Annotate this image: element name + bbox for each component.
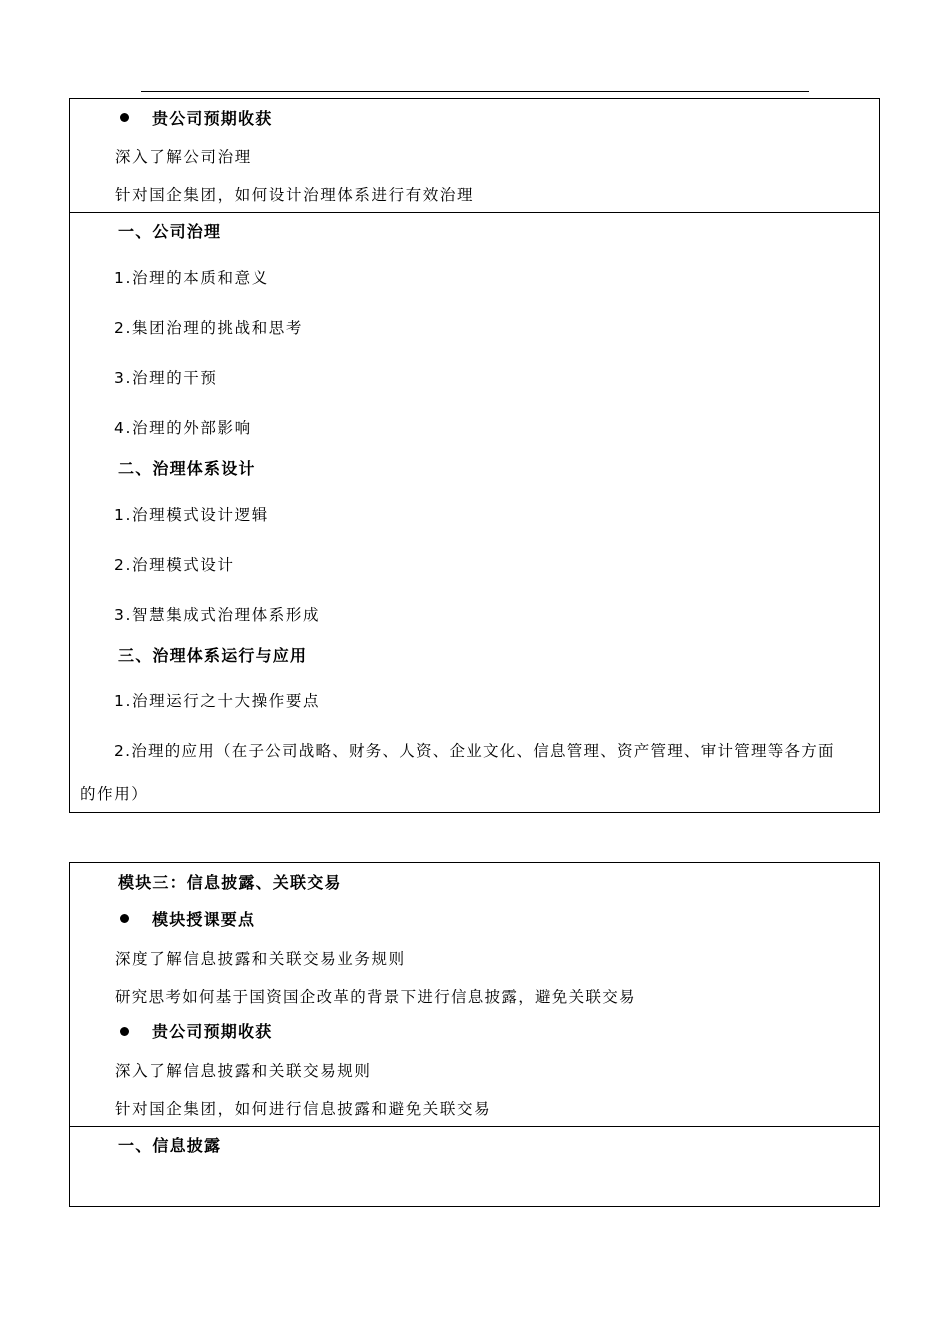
outline-item: 4.治理的外部影响 bbox=[114, 419, 252, 437]
section-title: 一、公司治理 bbox=[118, 222, 222, 241]
expected-gains-heading: 贵公司预期收获 bbox=[152, 109, 273, 128]
section-title: 一、信息披露 bbox=[118, 1136, 222, 1155]
section-title: 二、治理体系设计 bbox=[118, 459, 256, 478]
outline-item: 2.治理的应用（在子公司战略、财务、人资、企业文化、信息管理、资产管理、审计管理等各方面 bbox=[114, 742, 835, 760]
course-table-governance bbox=[69, 98, 880, 813]
expected-item: 针对国企集团，如何设计治理体系进行有效治理 bbox=[115, 186, 475, 204]
expected-item: 深入了解信息披露和关联交易规则 bbox=[115, 1062, 372, 1080]
bullet-icon bbox=[120, 113, 129, 122]
outline-item: 1.治理的本质和意义 bbox=[114, 269, 269, 287]
section-title: 三、治理体系运行与应用 bbox=[118, 646, 308, 665]
header-rule bbox=[141, 91, 809, 92]
expected-item: 针对国企集团，如何进行信息披露和避免关联交易 bbox=[115, 1100, 492, 1118]
outline-item: 2.治理模式设计 bbox=[114, 556, 235, 574]
module-title: 模块三：信息披露、关联交易 bbox=[118, 873, 342, 892]
outline-item: 3.智慧集成式治理体系形成 bbox=[114, 606, 321, 624]
bullet-icon bbox=[120, 914, 129, 923]
key-points-heading: 模块授课要点 bbox=[152, 910, 256, 929]
row-divider bbox=[70, 1126, 879, 1127]
key-point-item: 研究思考如何基于国资国企改革的背景下进行信息披露，避免关联交易 bbox=[115, 988, 636, 1006]
outline-item: 2.集团治理的挑战和思考 bbox=[114, 319, 303, 337]
expected-gains-heading: 贵公司预期收获 bbox=[152, 1022, 273, 1041]
outline-item-continued: 的作用） bbox=[80, 785, 149, 803]
outline-item: 3.治理的干预 bbox=[114, 369, 218, 387]
outline-item: 1.治理模式设计逻辑 bbox=[114, 506, 269, 524]
expected-item: 深入了解公司治理 bbox=[115, 148, 252, 166]
bullet-icon bbox=[120, 1027, 129, 1036]
row-divider bbox=[70, 212, 879, 213]
course-table-disclosure bbox=[69, 862, 880, 1207]
outline-item: 1.治理运行之十大操作要点 bbox=[114, 692, 321, 710]
key-point-item: 深度了解信息披露和关联交易业务规则 bbox=[115, 950, 406, 968]
